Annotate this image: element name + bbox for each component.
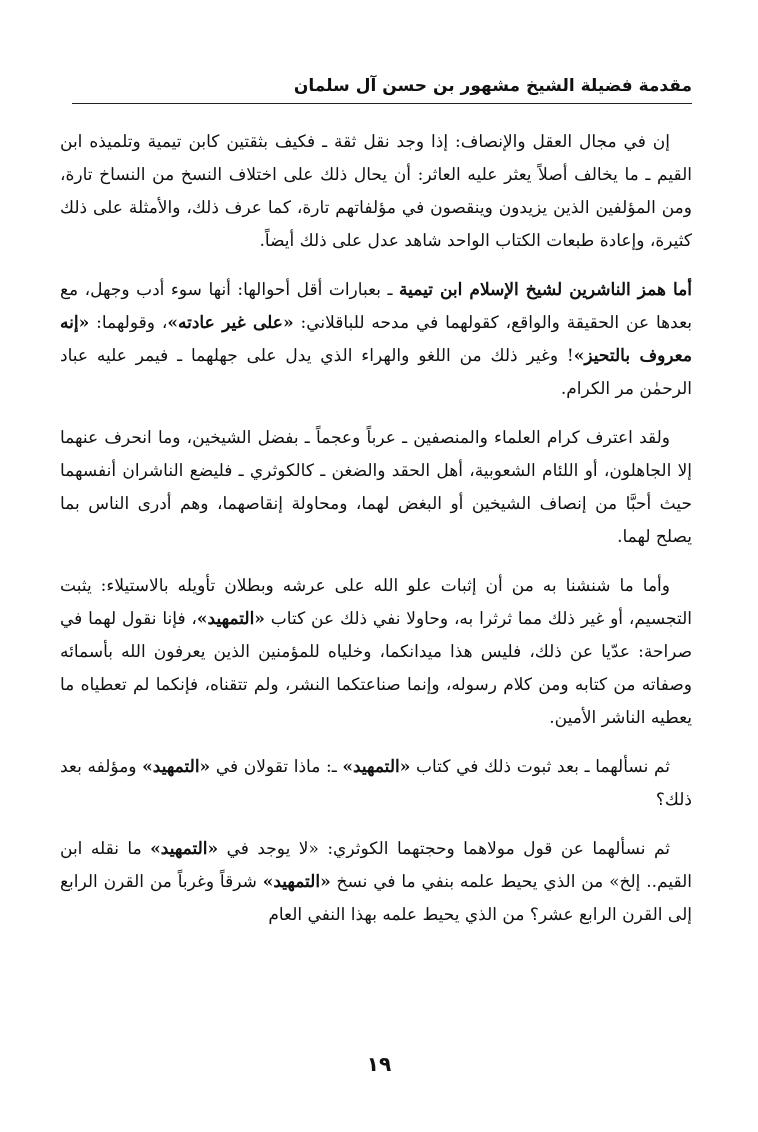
header-rule	[72, 103, 692, 104]
text-segment: شرقاً وغرباً من القرن الرابع إلى القرن الرابع عشر؟ من الذي يحيط علمه بهذا النفي العام	[60, 872, 692, 925]
emphasized-text: «التمهيد»	[196, 609, 265, 629]
paragraph	[60, 126, 692, 258]
emphasized-text: «على غير عادته»	[167, 313, 294, 333]
emphasized-text: أما همز الناشرين لشيخ الإسلام ابن تيمية	[399, 280, 692, 300]
paragraph	[60, 833, 692, 932]
text-segment: ـ بعبارات أقل أحوالها: أنها سوء أدب وجهل، مع بعدها عن الحقيقة والواقع، كقولهما في مدحه للباقلاني:	[60, 280, 692, 333]
text-segment: ما نقله ابن القيم.. إلخ» من الذي يحيط علمه بنفي ما في نسخ	[60, 839, 692, 892]
emphasized-text: «التمهيد»	[262, 872, 331, 892]
text-segment: ، فإنا نقول لهما في صراحة: عدّيا عن ذلك، فليس هذا ميدانكما، وخلياه للمؤمنين الذين يعرفون الله بأسمائه وصفاته من كتابه ومن كلام رسوله، وإنما صناعتكما النشر، ولم تتقناه، فإنكما لم تعطياه ما يعطيه الناشر الأمين.	[60, 609, 692, 728]
emphasized-text: «التمهيد»	[342, 757, 411, 777]
paragraph	[60, 422, 692, 554]
emphasized-text: «إنه معروف بالتحيز»	[60, 313, 692, 366]
emphasized-text: «التمهيد»	[150, 839, 219, 859]
text-segment: ولقد اعترف كرام العلماء والمنصفين ـ عرباً وعجماً ـ بفضل الشيخين، وما انحرف عنهما إلا الجاهلون، أو اللئام الشعوبية، أهل الحقد والضغن ـ كالكوثري ـ فليضع الناشران أنفسهما حيث أحبَّا من إنصاف الشيخين أو البغض لهما، ومحاولة إنقاصهما، وهم أدرى الناس بما يصلح لهما.	[60, 428, 692, 547]
running-header: مقدمة فضيلة الشيخ مشهور بن حسن آل سلمان	[293, 76, 692, 96]
paragraph	[60, 274, 692, 406]
page-number: ١٩	[366, 1052, 392, 1076]
text-segment: ! وغير ذلك من اللغو والهراء الذي يدل على جهلهما ـ فيمر عليه عباد الرحمٰن مر الكرام.	[60, 346, 692, 399]
body-text	[60, 126, 692, 948]
text-segment: وأما ما شنشنا به من أن إثبات علو الله على عرشه وبطلان تأويله بالاستيلاء: يثبت التجسيم، أو غير ذلك مما ثرثرا به، وحاولا نفي ذلك عن كتاب	[60, 576, 692, 629]
text-segment: ومؤلفه بعد ذلك؟	[60, 757, 692, 810]
paragraph	[60, 751, 692, 817]
text-segment: ثم نسألهما عن قول مولاهما وحجتهما الكوثري: «لا يوجد في	[218, 839, 670, 859]
emphasized-text: «التمهيد»	[142, 757, 211, 777]
paragraph	[60, 570, 692, 735]
text-segment: ثم نسألهما ـ بعد ثبوت ذلك في كتاب	[410, 757, 671, 777]
text-segment: ، وقولهما:	[89, 313, 168, 333]
text-segment: ـ: ماذا تقولان في	[210, 757, 343, 777]
text-segment: إن في مجال العقل والإنصاف: إذا وجد نقل ثقة ـ فكيف بثقتين كابن تيمية وتلميذه ابن القيم ـ ما يخالف أصلاً يعثر عليه العاثر: أن يحال ذلك على اختلاف النسخ من النساخ تارة، ومن المؤلفين الذين يزيدون وينقصون في مؤلفاتهم تارة، كما عرف ذلك، والأمثلة على ذلك كثيرة، وإعادة طبعات الكتاب الواحد شاهد عدل على ذلك أيضاً.	[60, 132, 692, 251]
